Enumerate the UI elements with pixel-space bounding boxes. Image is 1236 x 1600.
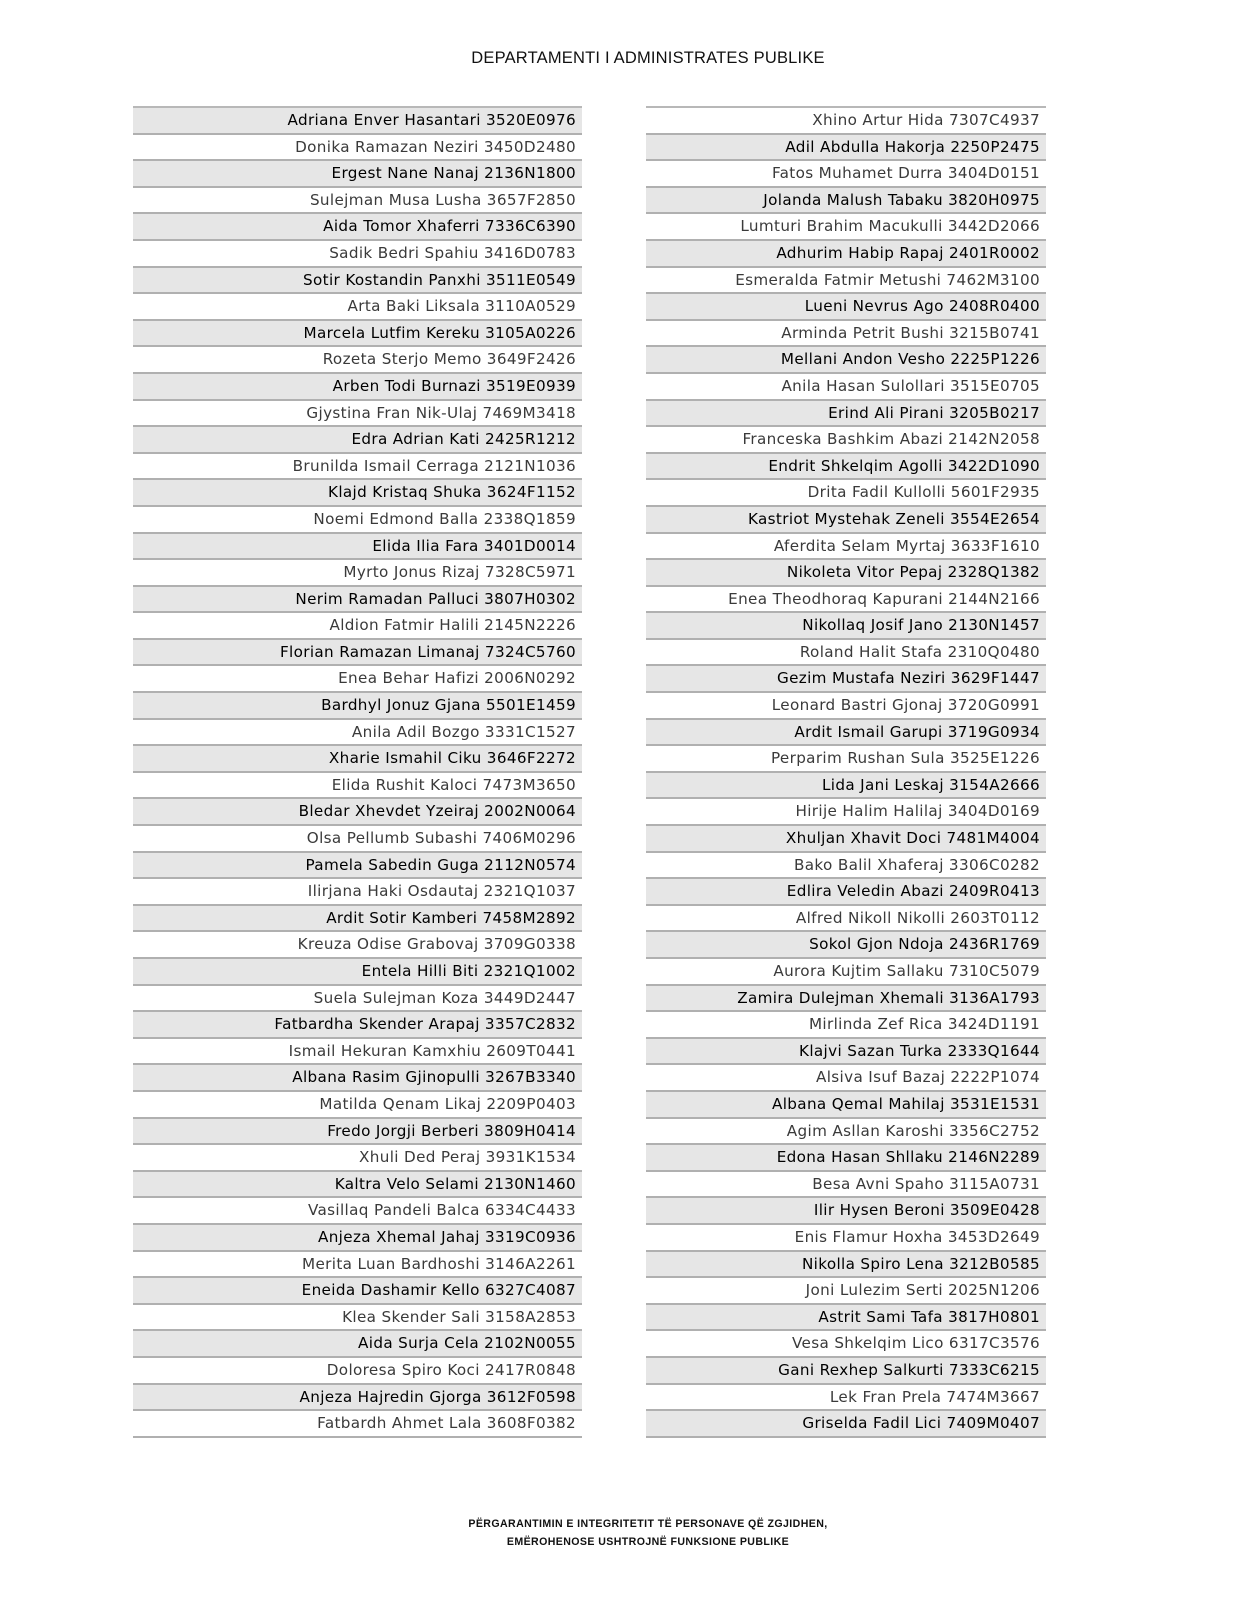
list-item: Anila Adil Bozgo 3331C1527 bbox=[133, 720, 582, 747]
list-item: Hirije Halim Halilaj 3404D0169 bbox=[646, 799, 1046, 826]
list-item: Agim Asllan Karoshi 3356C2752 bbox=[646, 1119, 1046, 1146]
list-item: Ilirjana Haki Osdautaj 2321Q1037 bbox=[133, 879, 582, 906]
list-item: Bardhyl Jonuz Gjana 5501E1459 bbox=[133, 693, 582, 720]
list-item: Noemi Edmond Balla 2338Q1859 bbox=[133, 507, 582, 534]
list-item: Eneida Dashamir Kello 6327C4087 bbox=[133, 1278, 582, 1305]
list-item: Myrto Jonus Rizaj 7328C5971 bbox=[133, 560, 582, 587]
list-item: Bledar Xhevdet Yzeiraj 2002N0064 bbox=[133, 799, 582, 826]
list-item: Aldion Fatmir Halili 2145N2226 bbox=[133, 613, 582, 640]
list-item: Elida Ilia Fara 3401D0014 bbox=[133, 534, 582, 561]
list-item: Aida Tomor Xhaferri 7336C6390 bbox=[133, 214, 582, 241]
page-title: DEPARTAMENTI I ADMINISTRATES PUBLIKE bbox=[471, 49, 825, 67]
list-item: Enea Theodhoraq Kapurani 2144N2166 bbox=[646, 587, 1046, 614]
list-item: Rozeta Sterjo Memo 3649F2426 bbox=[133, 347, 582, 374]
list-item: Enea Behar Hafizi 2006N0292 bbox=[133, 666, 582, 693]
list-item: Elida Rushit Kaloci 7473M3650 bbox=[133, 773, 582, 800]
list-item: Esmeralda Fatmir Metushi 7462M3100 bbox=[646, 268, 1046, 295]
list-item: Sulejman Musa Lusha 3657F2850 bbox=[133, 188, 582, 215]
list-item: Ergest Nane Nanaj 2136N1800 bbox=[133, 161, 582, 188]
list-item: Klea Skender Sali 3158A2853 bbox=[133, 1305, 582, 1332]
list-item: Alfred Nikoll Nikolli 2603T0112 bbox=[646, 906, 1046, 933]
list-item: Franceska Bashkim Abazi 2142N2058 bbox=[646, 427, 1046, 454]
footer-line-2: EMËROHENOSE USHTROJNË FUNKSIONE PUBLIKE bbox=[506, 1536, 790, 1548]
left-name-list bbox=[133, 106, 582, 1438]
list-item: Ilir Hysen Beroni 3509E0428 bbox=[646, 1198, 1046, 1225]
list-item: Fatos Muhamet Durra 3404D0151 bbox=[646, 161, 1046, 188]
list-item: Xhuli Ded Peraj 3931K1534 bbox=[133, 1145, 582, 1172]
list-item: Merita Luan Bardhoshi 3146A2261 bbox=[133, 1252, 582, 1279]
list-item: Entela Hilli Biti 2321Q1002 bbox=[133, 959, 582, 986]
list-item: Ismail Hekuran Kamxhiu 2609T0441 bbox=[133, 1039, 582, 1066]
list-item: Fatbardh Ahmet Lala 3608F0382 bbox=[133, 1411, 582, 1438]
list-item: Edra Adrian Kati 2425R1212 bbox=[133, 427, 582, 454]
list-item: Aurora Kujtim Sallaku 7310C5079 bbox=[646, 959, 1046, 986]
list-item: Sadik Bedri Spahiu 3416D0783 bbox=[133, 241, 582, 268]
list-item: Matilda Qenam Likaj 2209P0403 bbox=[133, 1092, 582, 1119]
list-item: Besa Avni Spaho 3115A0731 bbox=[646, 1172, 1046, 1199]
list-item: Aferdita Selam Myrtaj 3633F1610 bbox=[646, 534, 1046, 561]
list-item: Kastriot Mystehak Zeneli 3554E2654 bbox=[646, 507, 1046, 534]
list-item: Sokol Gjon Ndoja 2436R1769 bbox=[646, 932, 1046, 959]
list-item: Anjeza Xhemal Jahaj 3319C0936 bbox=[133, 1225, 582, 1252]
list-item: Kreuza Odise Grabovaj 3709G0338 bbox=[133, 932, 582, 959]
list-item: Vasillaq Pandeli Balca 6334C4433 bbox=[133, 1198, 582, 1225]
list-item: Xhuljan Xhavit Doci 7481M4004 bbox=[646, 826, 1046, 853]
list-item: Edona Hasan Shllaku 2146N2289 bbox=[646, 1145, 1046, 1172]
list-item: Lueni Nevrus Ago 2408R0400 bbox=[646, 294, 1046, 321]
list-item: Xharie Ismahil Ciku 3646F2272 bbox=[133, 746, 582, 773]
list-item: Doloresa Spiro Koci 2417R0848 bbox=[133, 1358, 582, 1385]
list-item: Drita Fadil Kullolli 5601F2935 bbox=[646, 480, 1046, 507]
list-item: Sotir Kostandin Panxhi 3511E0549 bbox=[133, 268, 582, 295]
list-item: Adriana Enver Hasantari 3520E0976 bbox=[133, 108, 582, 135]
list-item: Erind Ali Pirani 3205B0217 bbox=[646, 401, 1046, 428]
list-item: Arben Todi Burnazi 3519E0939 bbox=[133, 374, 582, 401]
list-item: Griselda Fadil Lici 7409M0407 bbox=[646, 1411, 1046, 1438]
list-item: Nerim Ramadan Palluci 3807H0302 bbox=[133, 587, 582, 614]
list-item: Lida Jani Leskaj 3154A2666 bbox=[646, 773, 1046, 800]
list-item: Adhurim Habip Rapaj 2401R0002 bbox=[646, 241, 1046, 268]
list-item: Florian Ramazan Limanaj 7324C5760 bbox=[133, 640, 582, 667]
list-item: Joni Lulezim Serti 2025N1206 bbox=[646, 1278, 1046, 1305]
list-item: Edlira Veledin Abazi 2409R0413 bbox=[646, 879, 1046, 906]
list-item: Bako Balil Xhaferaj 3306C0282 bbox=[646, 853, 1046, 880]
list-item: Alsiva Isuf Bazaj 2222P1074 bbox=[646, 1065, 1046, 1092]
list-item: Anila Hasan Sulollari 3515E0705 bbox=[646, 374, 1046, 401]
list-item: Gani Rexhep Salkurti 7333C6215 bbox=[646, 1358, 1046, 1385]
list-item: Nikolla Spiro Lena 3212B0585 bbox=[646, 1252, 1046, 1279]
list-item: Jolanda Malush Tabaku 3820H0975 bbox=[646, 188, 1046, 215]
list-item: Brunilda Ismail Cerraga 2121N1036 bbox=[133, 454, 582, 481]
list-item: Fatbardha Skender Arapaj 3357C2832 bbox=[133, 1012, 582, 1039]
list-item: Perparim Rushan Sula 3525E1226 bbox=[646, 746, 1046, 773]
list-item: Mellani Andon Vesho 2225P1226 bbox=[646, 347, 1046, 374]
list-item: Nikollaq Josif Jano 2130N1457 bbox=[646, 613, 1046, 640]
list-item: Klajd Kristaq Shuka 3624F1152 bbox=[133, 480, 582, 507]
list-item: Arminda Petrit Bushi 3215B0741 bbox=[646, 321, 1046, 348]
list-item: Arta Baki Liksala 3110A0529 bbox=[133, 294, 582, 321]
list-item: Klajvi Sazan Turka 2333Q1644 bbox=[646, 1039, 1046, 1066]
list-item: Lek Fran Prela 7474M3667 bbox=[646, 1385, 1046, 1412]
list-item: Endrit Shkelqim Agolli 3422D1090 bbox=[646, 454, 1046, 481]
page-footer bbox=[0, 1515, 1236, 1551]
list-item: Nikoleta Vitor Pepaj 2328Q1382 bbox=[646, 560, 1046, 587]
list-item: Fredo Jorgji Berberi 3809H0414 bbox=[133, 1119, 582, 1146]
list-item: Vesa Shkelqim Lico 6317C3576 bbox=[646, 1331, 1046, 1358]
list-item: Anjeza Hajredin Gjorga 3612F0598 bbox=[133, 1385, 582, 1412]
list-item: Enis Flamur Hoxha 3453D2649 bbox=[646, 1225, 1046, 1252]
list-item: Aida Surja Cela 2102N0055 bbox=[133, 1331, 582, 1358]
footer-line-1: PËRGARANTIMIN E INTEGRITETIT TË PERSONAVE QË ZGJIDHEN, bbox=[468, 1518, 828, 1530]
list-item: Ardit Ismail Garupi 3719G0934 bbox=[646, 720, 1046, 747]
list-item: Marcela Lutfim Kereku 3105A0226 bbox=[133, 321, 582, 348]
list-item: Olsa Pellumb Subashi 7406M0296 bbox=[133, 826, 582, 853]
list-item: Gjystina Fran Nik-Ulaj 7469M3418 bbox=[133, 401, 582, 428]
list-item: Ardit Sotir Kamberi 7458M2892 bbox=[133, 906, 582, 933]
list-item: Kaltra Velo Selami 2130N1460 bbox=[133, 1172, 582, 1199]
list-item: Albana Rasim Gjinopulli 3267B3340 bbox=[133, 1065, 582, 1092]
list-item: Gezim Mustafa Neziri 3629F1447 bbox=[646, 666, 1046, 693]
list-item: Pamela Sabedin Guga 2112N0574 bbox=[133, 853, 582, 880]
list-item: Albana Qemal Mahilaj 3531E1531 bbox=[646, 1092, 1046, 1119]
list-item: Adil Abdulla Hakorja 2250P2475 bbox=[646, 135, 1046, 162]
list-item: Donika Ramazan Neziri 3450D2480 bbox=[133, 135, 582, 162]
list-item: Astrit Sami Tafa 3817H0801 bbox=[646, 1305, 1046, 1332]
list-item: Lumturi Brahim Macukulli 3442D2066 bbox=[646, 214, 1046, 241]
list-item: Leonard Bastri Gjonaj 3720G0991 bbox=[646, 693, 1046, 720]
list-item: Roland Halit Stafa 2310Q0480 bbox=[646, 640, 1046, 667]
list-item: Zamira Dulejman Xhemali 3136A1793 bbox=[646, 986, 1046, 1013]
list-item: Suela Sulejman Koza 3449D2447 bbox=[133, 986, 582, 1013]
right-name-list bbox=[646, 106, 1046, 1438]
list-item: Xhino Artur Hida 7307C4937 bbox=[646, 108, 1046, 135]
list-item: Mirlinda Zef Rica 3424D1191 bbox=[646, 1012, 1046, 1039]
